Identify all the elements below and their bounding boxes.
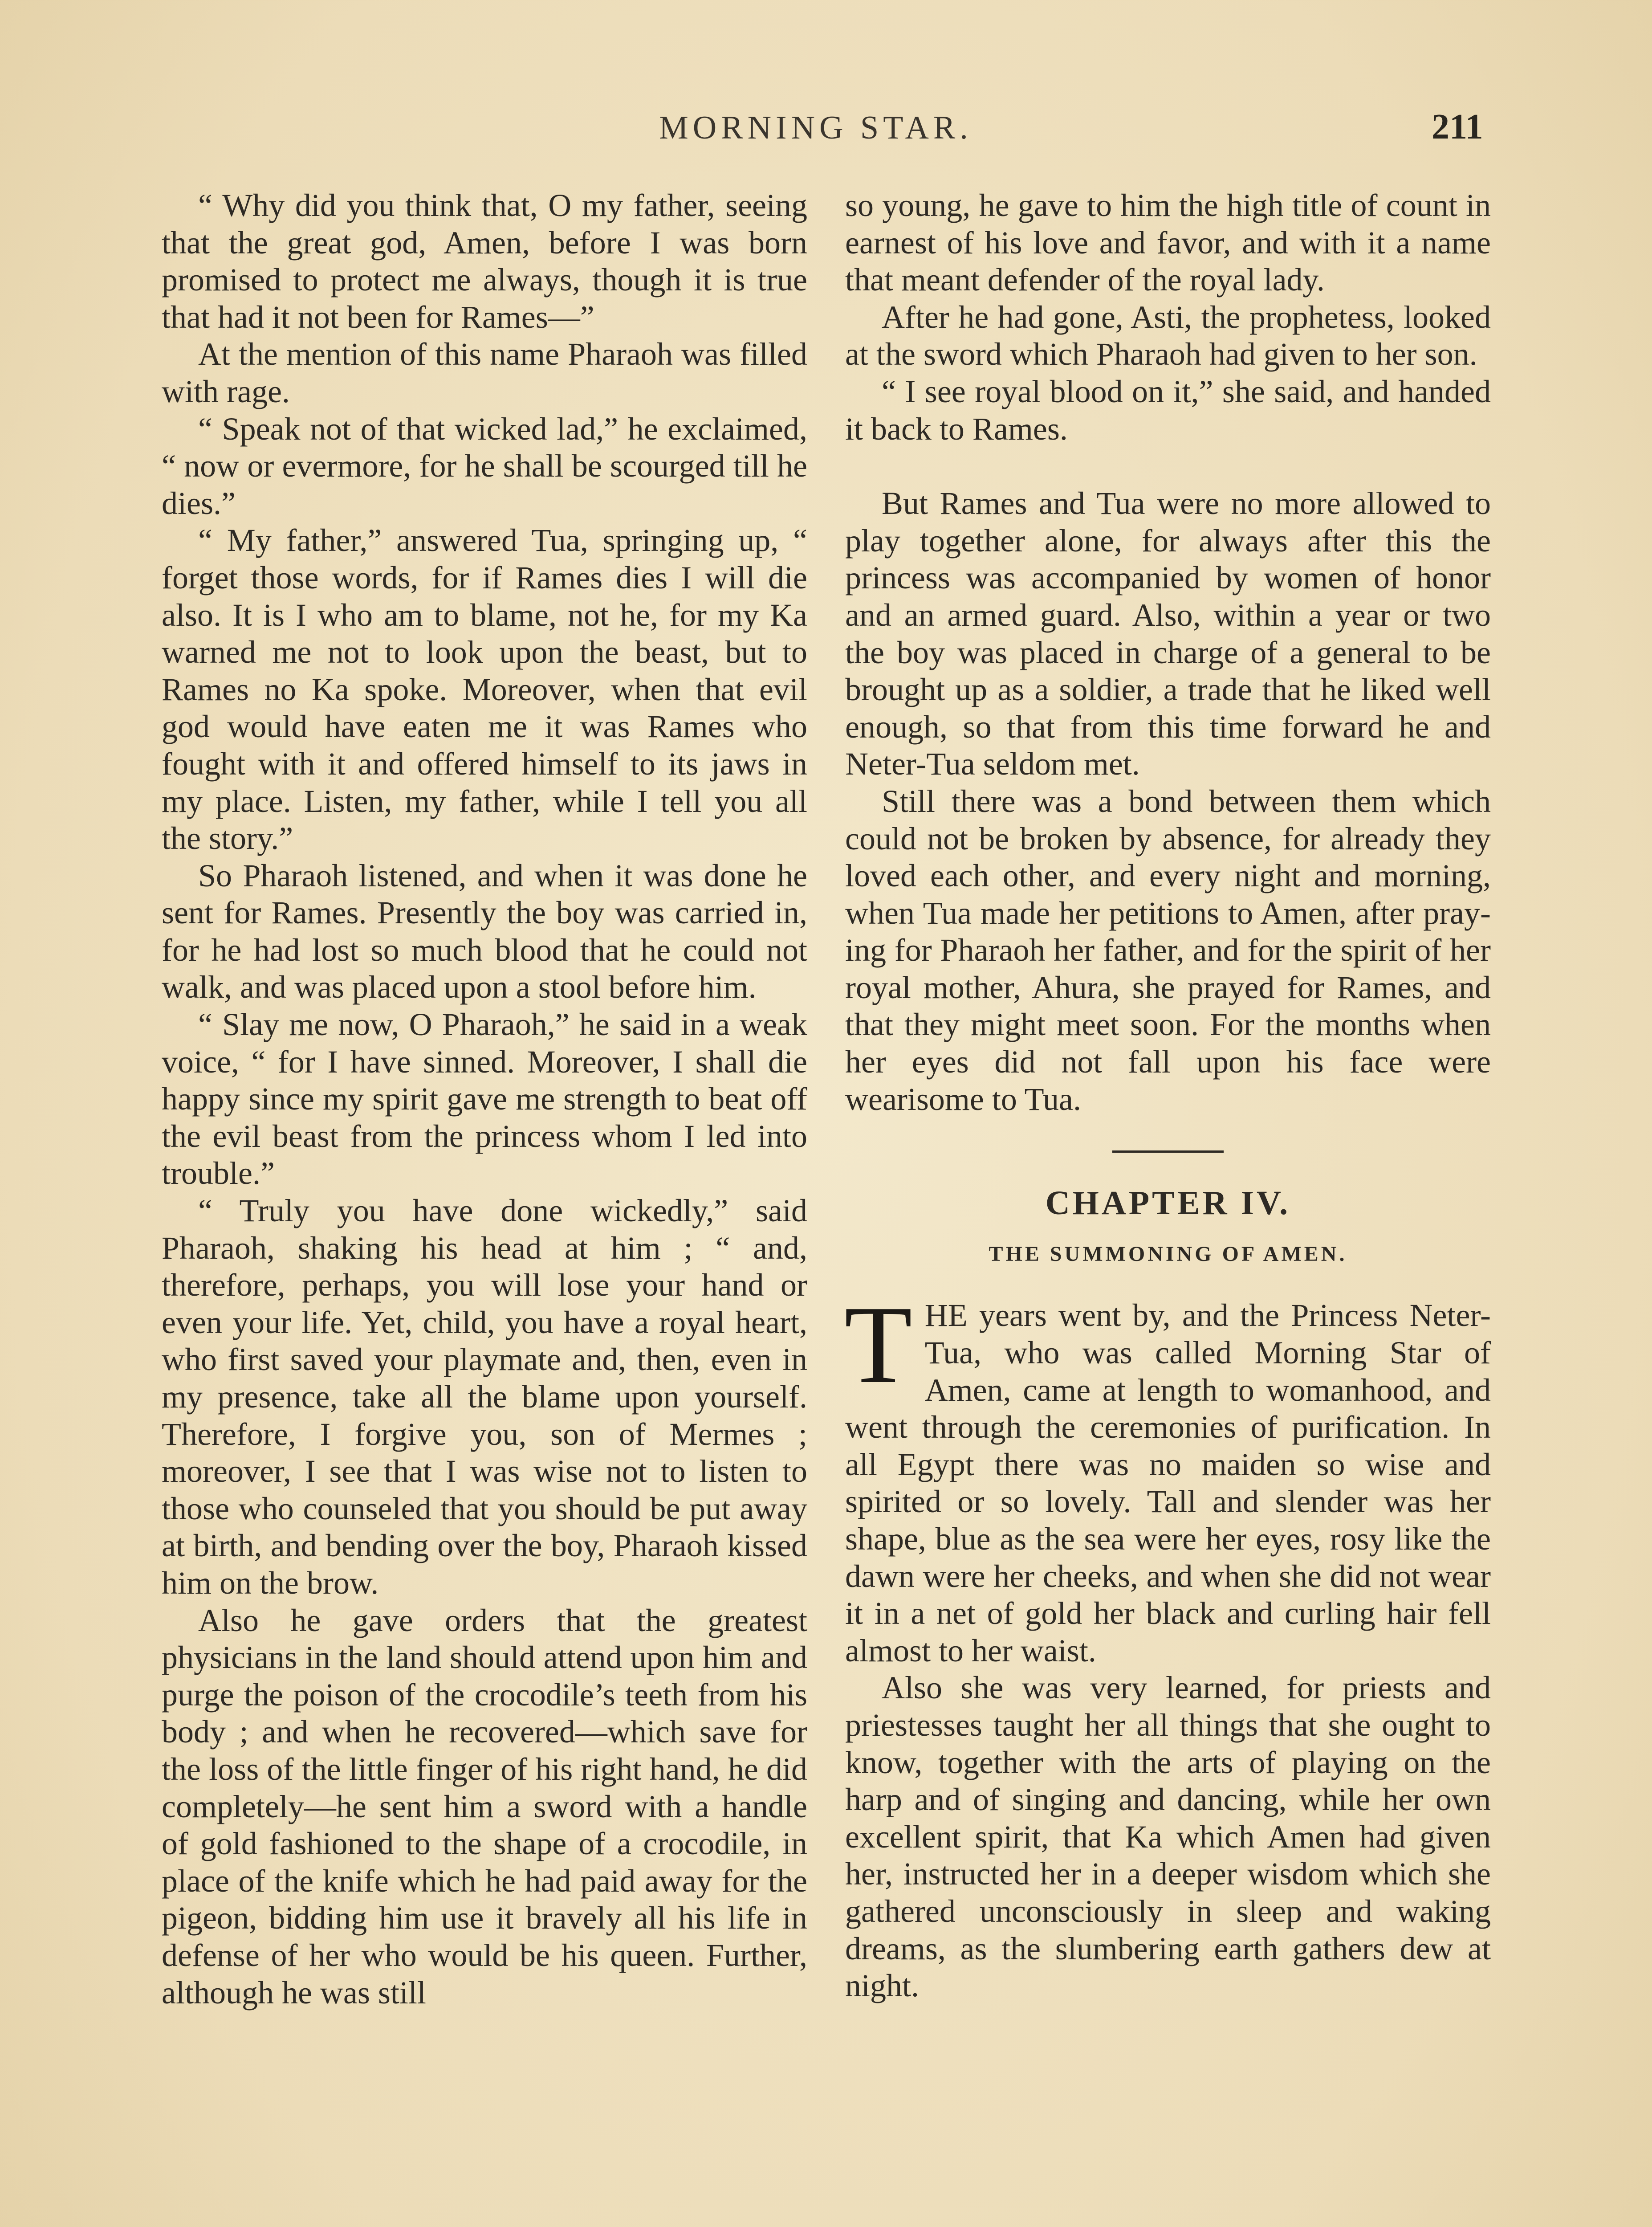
paragraph: “ Why did you think that, O my father, seeing that the great god, Amen, before I was born promised to protect me always, though it is true that had it not been for Rames—” [162,188,807,335]
paragraph: But Rames and Tua were no more allowed to play together alone, for always after this the princess was accompanied by women of honor and an armed guard. Also, within a year or two the boy was placed in charge of a general to be brought up as a soldier, a trade that he liked well enough, so that from this time forward he and Neter-Tua seldom met. [845,485,1491,782]
paragraph: Also she was very learned, for priests and priestesses taught her all things that she ought to know, together with the arts of playing on the harp and of singing and dancing, while her own excellent spirit, that Ka which Amen had given her, instructed her in a deeper wisdom which she gathered unconsciously in sleep and waking dreams, as the slumbering earth gathers dew at night. [845,1670,1491,2004]
page-number: 211 [1432,107,1483,147]
paragraph: Also he gave orders that the greatest physicians in the land should attend upon him and purge the poison of the crocodile’s teeth from his body ; and when he recovered—which save for the loss of the little finger of his right hand, he did completely—he sent him a sword with a handle of gold fashioned to the shape of a crocodile, in place of the knife which he had paid away for the pigeon, bidding him use it bravely all his life in defense of her who would be his queen. Further, although he was still [162,1602,807,2011]
paragraph: So Pharaoh listened, and when it was done he sent for Rames. Presently the boy was carried in, for he had lost so much blood that he could not walk, and was placed upon a stool before him. [162,857,807,1005]
paragraph: “ My father,” answered Tua, springing up, “ forget those words, for if Rames dies I will die also. It is I who am to blame, not he, for my Ka warned me not to look upon the beast, but to Rames no Ka spoke. Moreover, when that evil god would have eaten me it was Rames who fought with it and offered himself to its jaws in my place. Listen, my father, while I tell you all the story.” [162,522,807,857]
paragraph: “ Truly you have done wickedly,” said Pharaoh, shaking his head at him ; “ and, therefore, perhaps, you will lose your hand or even your life. Yet, child, you have a royal heart, who first saved your playmate and, then, even in my presence, take all the blame upon yourself. Therefore, I forgive you, son of Mermes ; moreover, I see that I was wise not to listen to those who counseled that you should be put away at birth, and bending over the boy, Pharaoh kissed him on the brow. [162,1193,807,1601]
chapter-divider [845,1118,1491,1185]
section-break [845,448,1491,485]
paragraph: At the mention of this name Pharaoh was filled with rage. [162,336,807,409]
running-head: MORNING STAR. [659,110,972,146]
chapter-opening-paragraph [844,1283,1491,1669]
left-column [162,187,807,2011]
drop-cap: T [844,1283,912,1407]
paragraph: Still there was a bond between them which could not be broken by absence, for already they loved each other, and every night and morning, when Tua made her petitions to Amen, after praying for Pharaoh her father, and for the spirit of her royal mother, Ahura, she prayed for Rames, and that they might meet soon. For the months when her eyes did not fall upon his face were wearisome to Tua. [845,783,1491,1117]
chapter-subtitle: THE SUMMONING OF AMEN. [989,1242,1347,1266]
right-column [845,187,1491,2005]
opening-text: HE years went by, and the Princess Neter-Tua, who was called Morning Star of Amen, came at length to womanhood, and went through the ceremonies of purification. In all Egypt there was no maiden so wise and spirited or so lovely. Tall and slender was her shape, blue as the sea were her eyes, rosy like the dawn were her cheeks, and when she did not wear it in a net of gold her black and curling hair fell almost to her waist. [845,1297,1491,1668]
paragraph: “ Slay me now, O Pharaoh,” he said in a weak voice, “ for I have sinned. Moreover, I shall die happy since my spirit gave me strength to beat off the evil beast from the princess whom I led into trouble.” [162,1007,807,1191]
divider-rule [1112,1150,1224,1153]
paragraph: After he had gone, Asti, the prophetess, looked at the sword which Pharaoh had given to her son. [845,299,1491,372]
chapter-title: CHAPTER IV. [1045,1184,1291,1222]
paragraph: “ Speak not of that wicked lad,” he exclaimed, “ now or evermore, for he shall be scourged till he dies.” [162,411,807,521]
paragraph: “ I see royal blood on it,” she said, and handed it back to Rames. [845,373,1491,447]
continued-paragraph: so young, he gave to him the high title of count in earnest of his love and favor, and with it a name that meant defender of the royal lady. [845,188,1491,298]
